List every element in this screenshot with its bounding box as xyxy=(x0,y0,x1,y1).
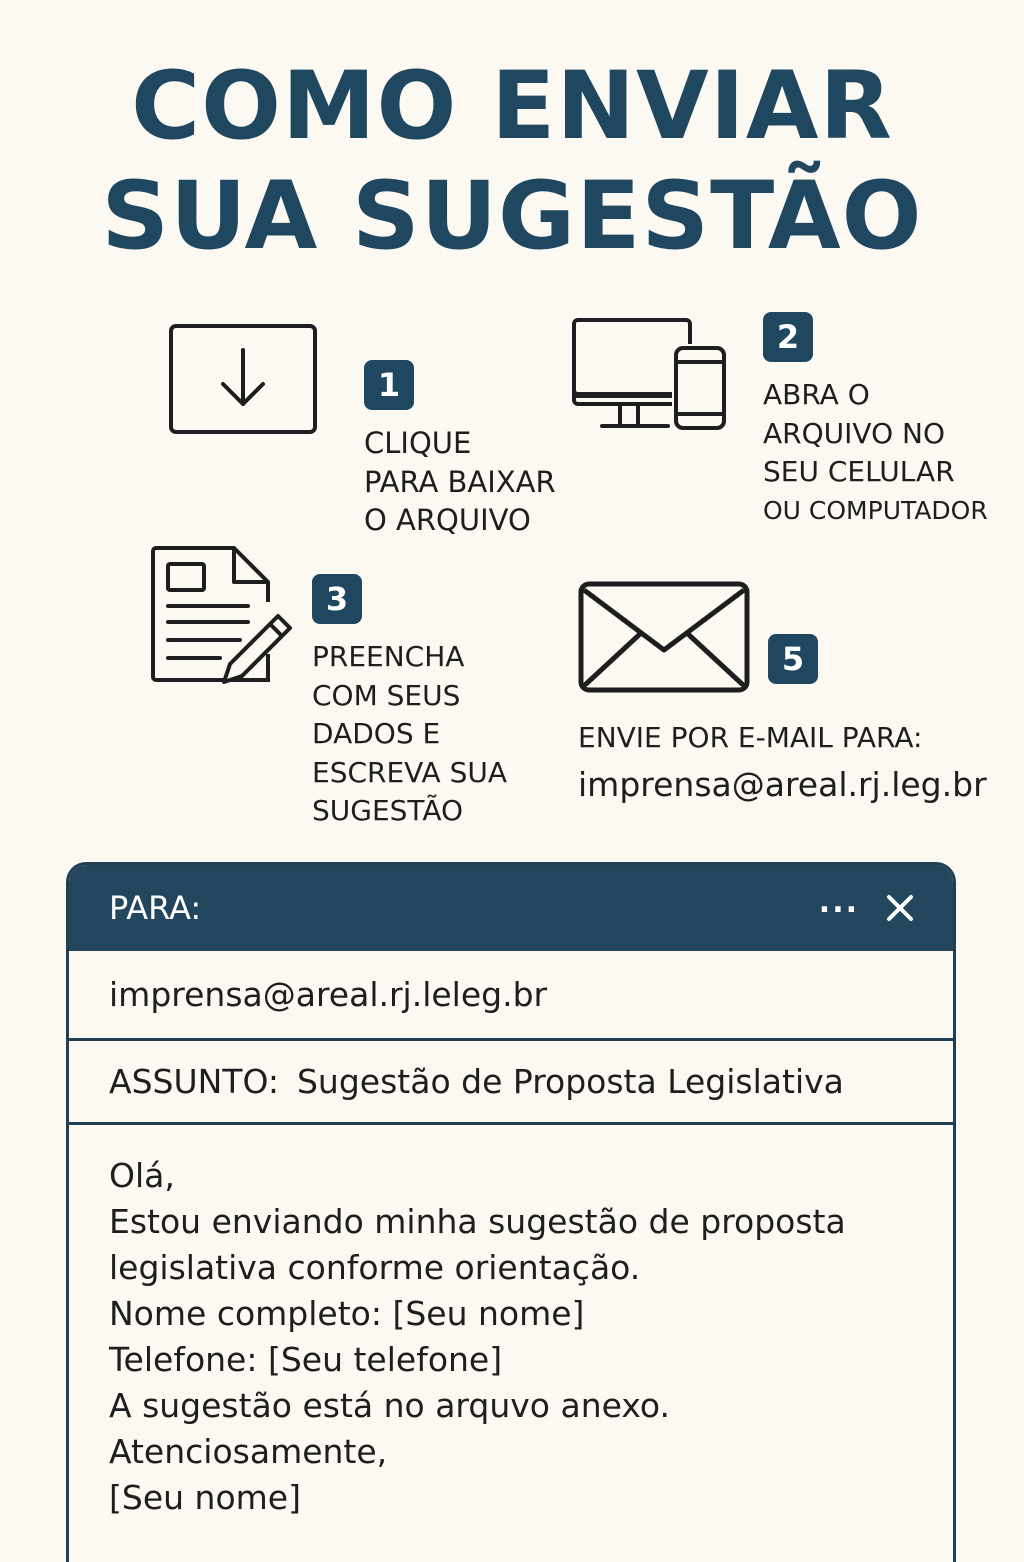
email-header xyxy=(69,865,953,951)
step-3-text xyxy=(312,638,507,831)
email-body[interactable] xyxy=(69,1125,953,1521)
email-compose-window xyxy=(66,862,956,1562)
to-field-value: imprensa@areal.rj.leleg.br xyxy=(109,975,548,1014)
step-1-line: CLIQUE xyxy=(364,426,472,460)
step-5-text xyxy=(578,714,987,808)
body-line: Olá, xyxy=(109,1156,175,1195)
body-line: Atenciosamente, xyxy=(109,1432,388,1471)
page-title-line-1: COMO ENVIAR xyxy=(131,52,893,161)
step-1-line: O ARQUIVO xyxy=(364,503,531,537)
step-3-badge: 3 xyxy=(312,574,362,624)
page-title xyxy=(0,52,1024,272)
more-options-icon[interactable]: ... xyxy=(818,884,859,920)
step-2-text xyxy=(763,376,988,530)
document-edit-icon xyxy=(150,544,296,690)
step-3-line: PREENCHA xyxy=(312,640,465,673)
step-2-line: ABRA O xyxy=(763,378,870,411)
page-title-line-2: SUA SUGESTÃO xyxy=(101,162,923,271)
step-1-text xyxy=(364,424,556,540)
step-3-line: DADOS E xyxy=(312,717,441,750)
body-line: Nome completo: [Seu nome] xyxy=(109,1294,585,1333)
step-1-badge: 1 xyxy=(364,360,414,410)
envelope-icon xyxy=(578,580,752,696)
body-line: [Seu nome] xyxy=(109,1478,301,1517)
step-2-badge: 2 xyxy=(763,312,813,362)
subject-label: ASSUNTO: xyxy=(109,1062,279,1101)
subject-value: Sugestão de Proposta Legislativa xyxy=(296,1062,844,1101)
header-actions xyxy=(818,884,915,923)
step-1-line: PARA BAIXAR xyxy=(364,464,556,499)
step-5-badge: 5 xyxy=(768,634,818,684)
step-3-line: SUGESTÃO xyxy=(312,794,464,827)
devices-icon xyxy=(572,316,730,434)
step-3-line: ESCREVA SUA xyxy=(312,755,508,789)
body-line: legislativa conforme orientação. xyxy=(109,1248,641,1287)
to-field[interactable] xyxy=(69,951,953,1041)
body-line: Estou enviando minha sugestão de proposta xyxy=(109,1202,846,1241)
step-2-line: ARQUIVO NO xyxy=(763,416,945,450)
subject-field[interactable] xyxy=(69,1041,953,1125)
to-header-label: PARA: xyxy=(109,889,202,927)
download-icon[interactable] xyxy=(168,322,320,436)
step-5-line: ENVIE POR E-MAIL PARA: xyxy=(578,721,923,754)
close-icon[interactable] xyxy=(885,893,915,923)
email-address-link[interactable]: imprensa@areal.rj.leg.br xyxy=(578,765,987,804)
body-line: Telefone: [Seu telefone] xyxy=(109,1340,503,1379)
step-2-line: SEU CELULAR xyxy=(763,455,955,488)
step-2-line: OU COMPUTADOR xyxy=(763,495,988,525)
step-3-line: COM SEUS xyxy=(312,678,461,712)
body-line: A sugestão está no arquvo anexo. xyxy=(109,1386,670,1425)
